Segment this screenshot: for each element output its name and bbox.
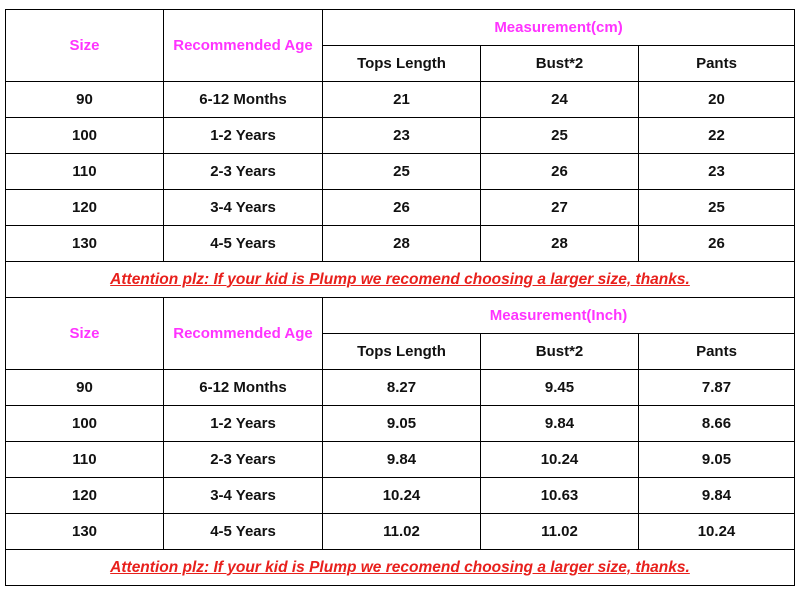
size-chart-sheet — [5, 9, 794, 585]
pants-cell: 26 — [639, 226, 795, 262]
table-row — [6, 190, 795, 226]
age-cell: 2-3 Years — [164, 442, 323, 478]
pants-header-inch: Pants — [639, 334, 795, 370]
tops-cell: 10.24 — [323, 478, 481, 514]
age-header-cm: Recommended Age — [164, 10, 323, 82]
table-row — [6, 370, 795, 406]
table-row — [6, 82, 795, 118]
size-header-inch: Size — [6, 298, 164, 370]
age-cell: 1-2 Years — [164, 406, 323, 442]
table-row — [6, 226, 795, 262]
table-row — [6, 514, 795, 550]
inch-header-row — [6, 298, 795, 334]
bust-cell: 9.45 — [481, 370, 639, 406]
tops-length-header-cm: Tops Length — [323, 46, 481, 82]
tops-cell: 9.05 — [323, 406, 481, 442]
pants-cell: 22 — [639, 118, 795, 154]
tops-cell: 9.84 — [323, 442, 481, 478]
tops-cell: 21 — [323, 82, 481, 118]
table-row — [6, 478, 795, 514]
tops-cell: 23 — [323, 118, 481, 154]
table-row — [6, 154, 795, 190]
size-cell: 120 — [6, 478, 164, 514]
age-cell: 3-4 Years — [164, 190, 323, 226]
size-cell: 110 — [6, 154, 164, 190]
size-cell: 90 — [6, 82, 164, 118]
pants-cell: 9.05 — [639, 442, 795, 478]
age-cell: 6-12 Months — [164, 82, 323, 118]
pants-header-cm: Pants — [639, 46, 795, 82]
age-cell: 4-5 Years — [164, 226, 323, 262]
bust-cell: 10.63 — [481, 478, 639, 514]
age-cell: 2-3 Years — [164, 154, 323, 190]
tops-cell: 28 — [323, 226, 481, 262]
measurement-header-cm: Measurement(cm) — [323, 10, 795, 46]
size-cell: 110 — [6, 442, 164, 478]
bust-cell: 27 — [481, 190, 639, 226]
pants-cell: 20 — [639, 82, 795, 118]
bust-cell: 11.02 — [481, 514, 639, 550]
pants-cell: 8.66 — [639, 406, 795, 442]
pants-cell: 9.84 — [639, 478, 795, 514]
size-cell: 130 — [6, 514, 164, 550]
bust-cell: 26 — [481, 154, 639, 190]
bust-cell: 24 — [481, 82, 639, 118]
table-row — [6, 442, 795, 478]
pants-cell: 25 — [639, 190, 795, 226]
tops-cell: 8.27 — [323, 370, 481, 406]
size-cell: 120 — [6, 190, 164, 226]
bust-cell: 10.24 — [481, 442, 639, 478]
size-cell: 130 — [6, 226, 164, 262]
tops-length-header-inch: Tops Length — [323, 334, 481, 370]
tops-cell: 11.02 — [323, 514, 481, 550]
size-chart-table — [5, 9, 795, 586]
tops-cell: 26 — [323, 190, 481, 226]
pants-cell: 23 — [639, 154, 795, 190]
measurement-header-inch: Measurement(Inch) — [323, 298, 795, 334]
attention-notice-cm: Attention plz: If your kid is Plump we recomend choosing a larger size, thanks. — [6, 262, 795, 298]
size-header-cm: Size — [6, 10, 164, 82]
tops-cell: 25 — [323, 154, 481, 190]
bust-header-inch: Bust*2 — [481, 334, 639, 370]
size-cell: 90 — [6, 370, 164, 406]
size-cell: 100 — [6, 406, 164, 442]
pants-cell: 10.24 — [639, 514, 795, 550]
attention-notice-inch: Attention plz: If your kid is Plump we recomend choosing a larger size, thanks. — [6, 550, 795, 586]
bust-cell: 9.84 — [481, 406, 639, 442]
bust-cell: 25 — [481, 118, 639, 154]
size-cell: 100 — [6, 118, 164, 154]
age-cell: 6-12 Months — [164, 370, 323, 406]
table-row — [6, 118, 795, 154]
notice-row-cm — [6, 262, 795, 298]
age-cell: 1-2 Years — [164, 118, 323, 154]
bust-header-cm: Bust*2 — [481, 46, 639, 82]
cm-header-row — [6, 10, 795, 46]
age-cell: 4-5 Years — [164, 514, 323, 550]
age-cell: 3-4 Years — [164, 478, 323, 514]
notice-row-inch — [6, 550, 795, 586]
age-header-inch: Recommended Age — [164, 298, 323, 370]
table-row — [6, 406, 795, 442]
bust-cell: 28 — [481, 226, 639, 262]
pants-cell: 7.87 — [639, 370, 795, 406]
